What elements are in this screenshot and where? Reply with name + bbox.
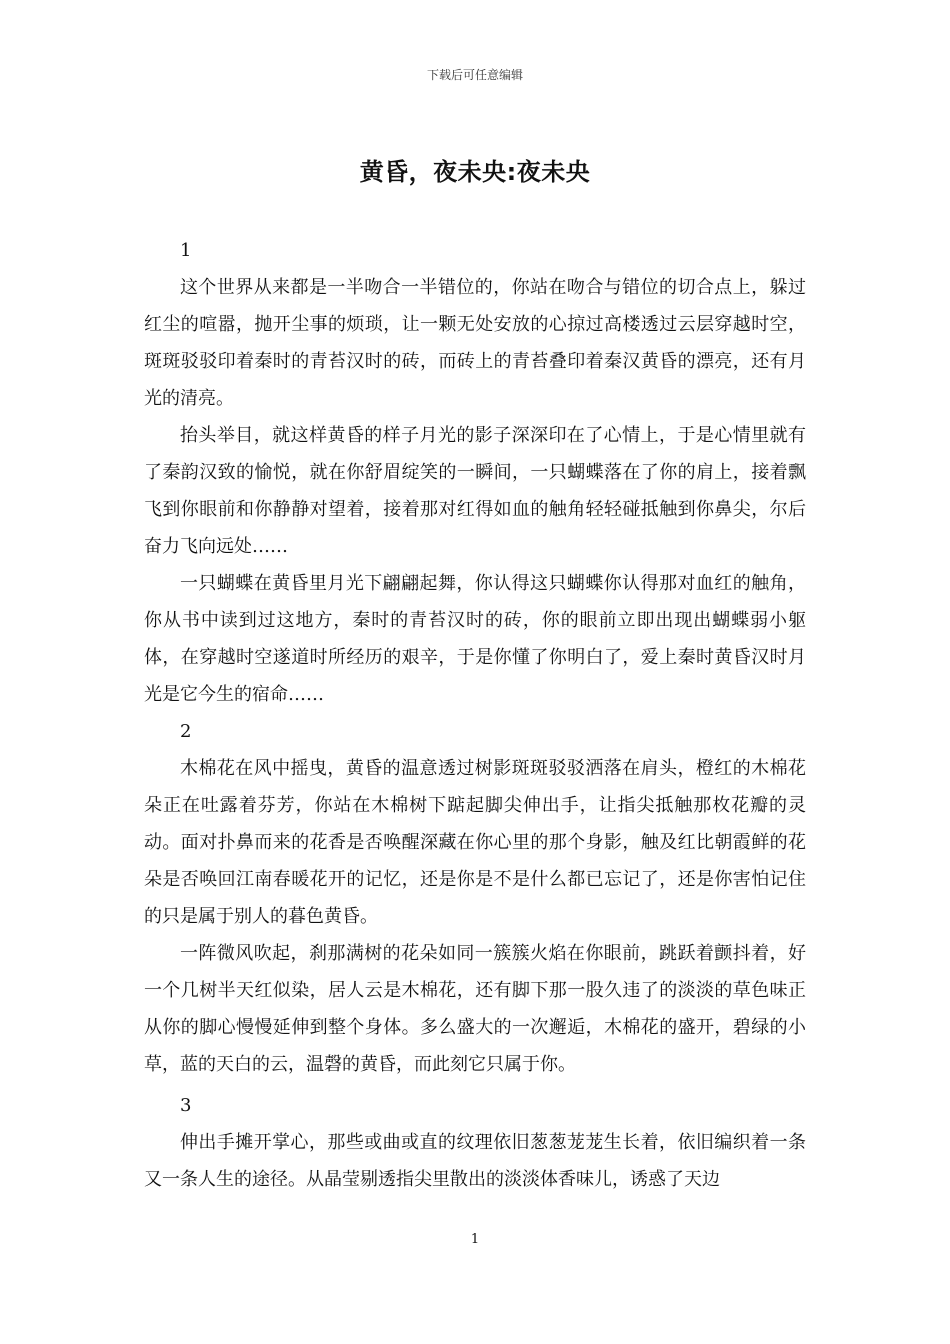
paragraph: 伸出手摊开掌心，那些或曲或直的纹理依旧葱葱茏茏生长着，依旧编织着一条又一条人生的途径。从晶莹剔透指尖里散出的淡淡体香味儿，诱惑了天边 <box>144 1132 806 1190</box>
section-number: 3 <box>180 1095 192 1116</box>
section-number: 1 <box>180 240 192 261</box>
document-title: 黄昏，夜未央:夜未央 <box>359 158 591 186</box>
page-number: 1 <box>470 1232 480 1247</box>
paragraph: 抬头举目，就这样黄昏的样子月光的影子深深印在了心情上，于是心情里就有了秦韵汉致的愉悦，就在你舒眉绽笑的一瞬间，一只蝴蝶落在了你的肩上，接着飘飞到你眼前和你静静对望着，接着那对红得如血的触角轻轻碰抵触到你鼻尖，尔后奋力飞向远处…… <box>144 425 806 557</box>
paragraph: 木棉花在风中摇曳，黄昏的温意透过树影斑斑驳驳洒落在肩头，橙红的木棉花朵正在吐露着芬芳，你站在木棉树下踮起脚尖伸出手，让指尖抵触那枚花瓣的灵动。面对扑鼻而来的花香是否唤醒深藏在你心里的那个身影，触及红比朝霞鲜的花朵是否唤回江南春暖花开的记忆，还是你是不是什么都已忘记了，还是你害怕记住的只是属于别人的暮色黄昏。 <box>144 758 806 927</box>
paragraph: 一阵微风吹起，刹那满树的花朵如同一簇簇火焰在你眼前，跳跃着颤抖着，好一个几树半天红似染，居人云是木棉花，还有脚下那一股久违了的淡淡的草色味正从你的脚心慢慢延伸到整个身体。多么盛大的一次邂逅，木棉花的盛开，碧绿的小草，蓝的天白的云，温磬的黄昏，而此刻它只属于你。 <box>144 943 806 1075</box>
paragraph: 一只蝴蝶在黄昏里月光下翩翩起舞，你认得这只蝴蝶你认得那对血红的触角，你从书中读到过这地方，秦时的青苔汉时的砖，你的眼前立即出现出蝴蝶弱小躯体，在穿越时空遂道时所经历的艰辛，于是你懂了你明白了，爱上秦时黄昏汉时月光是它今生的宿命…… <box>144 573 806 705</box>
document-body <box>144 232 806 1198</box>
section-number: 2 <box>180 721 192 742</box>
paragraph: 这个世界从来都是一半吻合一半错位的，你站在吻合与错位的切合点上，躲过红尘的喧嚣，抛开尘事的烦琐，让一颗无处安放的心掠过高楼透过云层穿越时空，斑斑驳驳印着秦时的青苔汉时的砖，而砖上的青苔叠印着秦汉黄昏的漂亮，还有月光的清亮。 <box>144 277 806 409</box>
header-note: 下载后可任意编辑 <box>426 68 523 82</box>
